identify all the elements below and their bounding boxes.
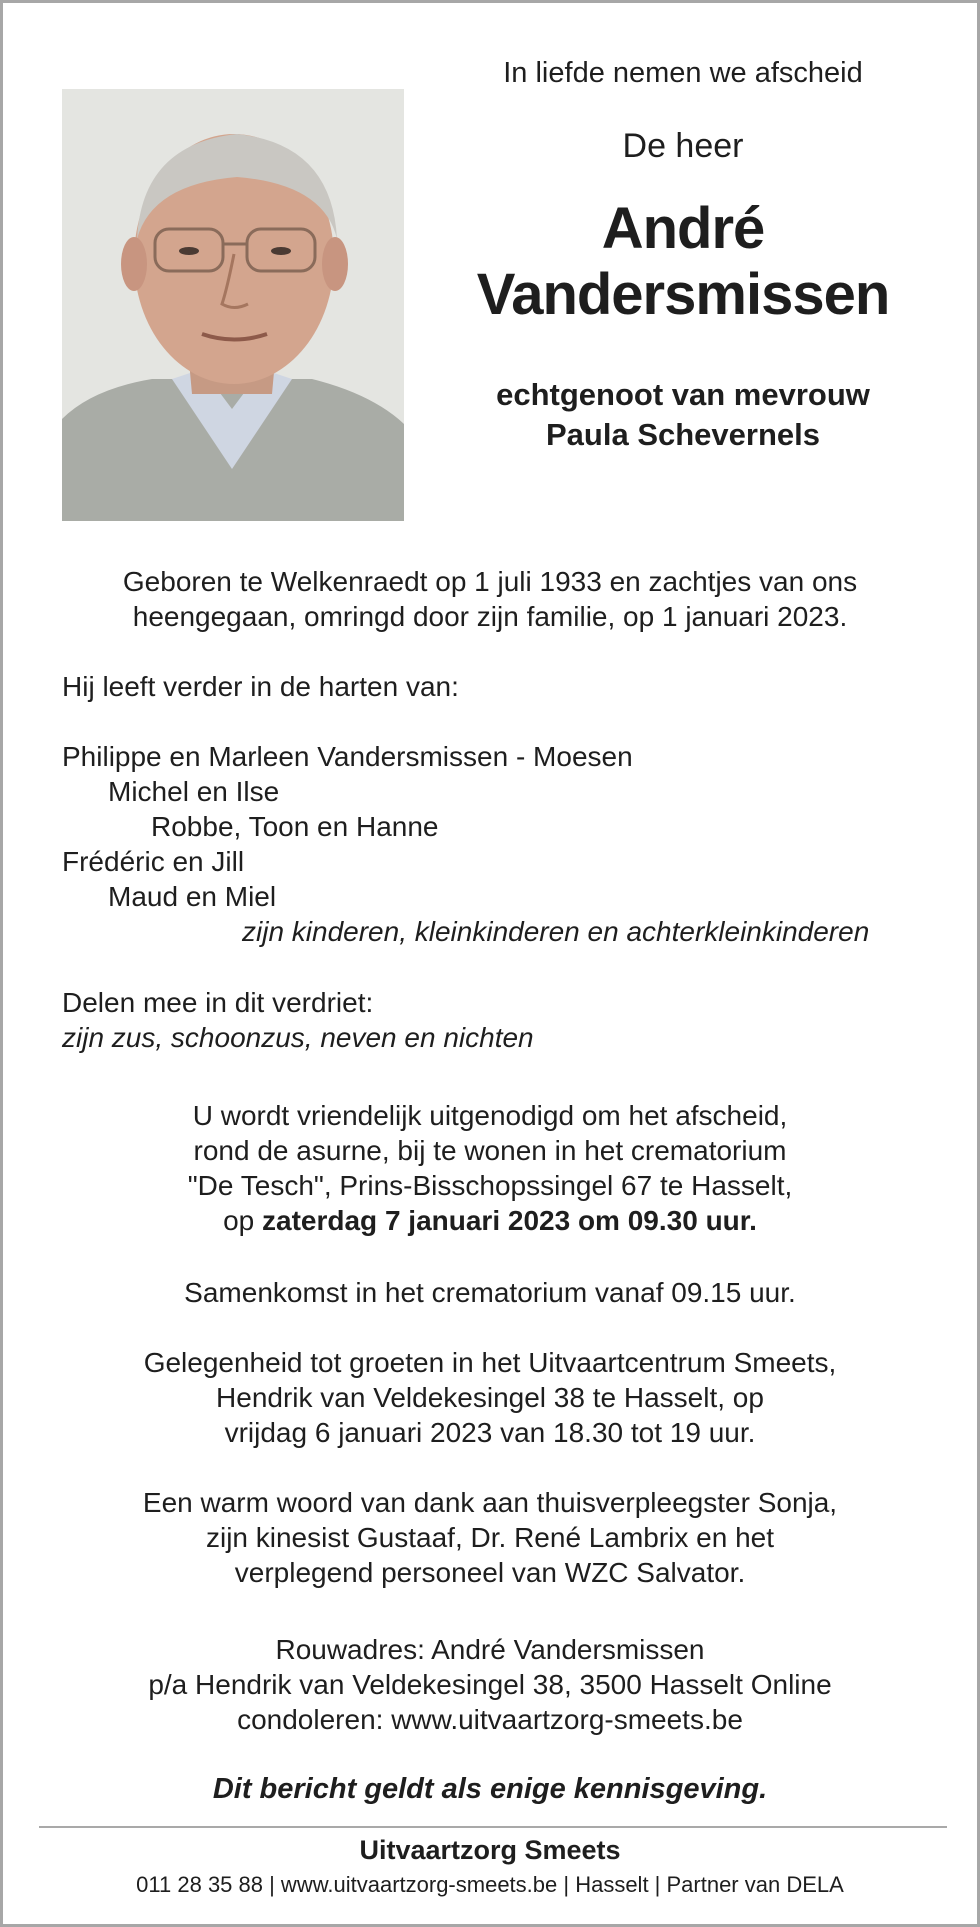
birth-line-1: Geboren te Welkenraedt op 1 juli 1933 en zachtjes van ons [122,566,858,597]
family-entry: Robbe, Toon en Hanne [151,811,439,842]
mourning-address [33,1632,947,1737]
birth-death-text [33,564,947,634]
family-entry: Maud en Miel [108,881,277,912]
footer-divider [39,1826,947,1828]
ceremony-line-1: U wordt vriendelijk uitgenodigd om het afscheid, [192,1100,788,1131]
spouse-info [423,375,943,455]
survivors-list [62,739,942,949]
birth-line-2: heengegaan, omringd door zijn familie, op 1 januari 2023. [132,601,848,632]
funeral-company-name: Uitvaartzorg Smeets [359,1835,621,1865]
honorific: De heer [622,127,744,165]
first-name: André [601,196,765,261]
ceremony-line-4 [33,1203,947,1238]
funeral-company-details: 011 28 35 88 | www.uitvaartzorg-smeets.be | Hasselt | Partner van DELA [136,1872,844,1897]
thanks-text [33,1485,947,1590]
family-entry: Frédéric en Jill [62,846,245,877]
thanks-line-2: zijn kinesist Gustaaf, Dr. René Lambrix en het [205,1522,775,1553]
ceremony-date-prefix: op [223,1205,263,1236]
spouse-line-2: Paula Schevernels [546,417,820,452]
farewell-line-2: Hendrik van Veldekesingel 38 te Hasselt, op [216,1382,764,1413]
ceremony-line-2: rond de asurne, bij te wonen in het crematorium [193,1135,787,1166]
sharing-relation: zijn zus, schoonzus, neven en nichten [62,1022,534,1053]
portrait-illustration [62,89,404,521]
farewell-line-3: vrijdag 6 januari 2023 van 18.30 tot 19 uur. [224,1417,756,1448]
meeting-info: Samenkomst in het crematorium vanaf 09.15 uur. [184,1277,796,1308]
sharing-intro: Delen mee in dit verdriet: [62,987,374,1018]
survivors-relation: zijn kinderen, kleinkinderen en achterkleinkinderen [242,916,870,947]
spouse-line-1: echtgenoot van mevrouw [496,377,870,412]
portrait-photo [62,89,404,521]
sole-notice: Dit bericht geldt als enige kennisgeving. [212,1773,768,1805]
survivors-intro: Hij leeft verder in de harten van: [62,671,459,702]
family-entry: Michel en Ilse [108,776,280,807]
last-name: Vandersmissen [476,262,890,327]
ceremony-info [33,1098,947,1238]
thanks-line-3: verplegend personeel van WZC Salvator. [234,1557,746,1588]
farewell-info [33,1345,947,1450]
deceased-name [423,196,943,328]
sharing-section [62,985,942,1055]
farewell-line-1: Gelegenheid tot groeten in het Uitvaartcentrum Smeets, [143,1347,837,1378]
thanks-line-1: Een warm woord van dank aan thuisverpleegster Sonja, [142,1487,838,1518]
ceremony-line-3: "De Tesch", Prins-Bisschopssingel 67 te Hasselt, [187,1170,793,1201]
family-entry: Philippe en Marleen Vandersmissen - Moesen [62,741,633,772]
ceremony-date: zaterdag 7 januari 2023 om 09.30 uur. [262,1205,757,1236]
address-line-1: Rouwadres: André Vandersmissen [275,1634,705,1665]
address-line-2: p/a Hendrik van Veldekesingel 38, 3500 Hasselt Online [148,1669,832,1700]
intro-text: In liefde nemen we afscheid [503,57,863,89]
address-line-3: condoleren: www.uitvaartzorg-smeets.be [237,1704,743,1735]
